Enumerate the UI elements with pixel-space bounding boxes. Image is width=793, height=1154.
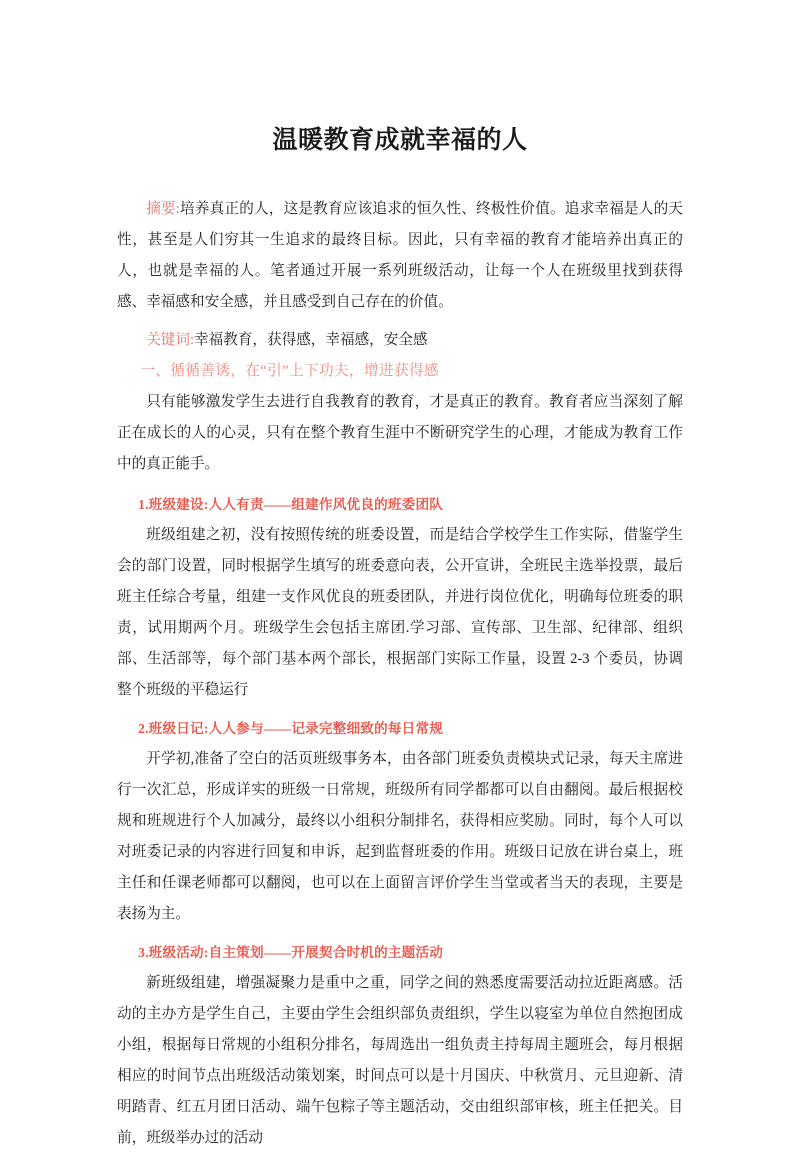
keywords-text: 幸福教育，获得感，幸福感，安全感 [194,332,428,348]
subsection-heading-1-3: 3.班级活动:自主策划——开展契合时机的主题活动 [138,945,444,960]
page-title: 温暖教育成就幸福的人 [272,127,528,154]
subsection-heading-1-1: 1.班级建设:人人有责——组建作风优良的班委团队 [138,497,444,512]
abstract-paragraph [117,194,683,318]
subsection-1-1-body: 班级组建之初，没有按照传统的班委设置，而是结合学校学生工作实际，借鉴学生会的部门设置，同时根据学生填写的班委意向表，公开宣讲，全班民主选举投票，最后班主任综合考量，组建一支作风优良的班委团队，并进行岗位优化，明确每位班委的职责，试用期两个月。班级学生会包括主席团.学习部、宣传部、卫生部、纪律部、组织部、生活部等，每个部门基本两个部长，根据部门实际工作量，设置 2-3 个委员，协调整个班级的平稳运行 [117,527,683,698]
section-heading-1: 一、循循善诱，在“引”上下功夫，增进获得感 [140,363,439,379]
spacer [117,480,683,482]
keywords-label: 关键词: [146,332,195,348]
subsection-heading-1-2: 2.班级日记:人人参与——记录完整细致的每日常规 [138,721,444,736]
abstract-label: 摘要: [146,201,180,217]
section-1-intro-paragraph: 只有能够激发学生去进行自我教育的教育，才是真正的教育。教育者应当深刻了解正在成长的人的心灵，只有在整个教育生涯中不断研究学生的心理，才能成为教育工作中的真正能手。 [117,394,683,472]
subsection-1-2-body: 开学初,准备了空白的活页班级事务本，由各部门班委负责模块式记录，每天主席进行一次汇总，形成详实的班级一日常规，班级所有同学都都可以自由翻阅。最后根据校规和班规进行个人加减分，最终以小组积分制排名，获得相应奖励。同时，每个人可以对班委记录的内容进行回复和申诉，起到监督班委的作用。班级日记放在讲台桌上，班主任和任课老师都可以翻阅，也可以在上面留言评价学生当堂或者当天的表现，主要是表扬为主。 [117,751,683,922]
abstract-text: 培养真正的人，这是教育应该追求的恒久性、终极性价值。追求幸福是人的天性，甚至是人们穷其一生追求的最终目标。因此，只有幸福的教育才能培养出真正的人，也就是幸福的人。笔者通过开展一系列班级活动，让每一个人在班级里找到获得感、幸福感和安全感，并且感受到自己存在的价值。 [117,201,683,310]
keywords-paragraph [117,325,683,356]
document-content-column [117,0,683,1154]
subsection-1-3-body: 新班级组建，增强凝聚力是重中之重，同学之间的熟悉度需要活动拉近距离感。活动的主办方是学生自己，主要由学生会组织部负责组织，学生以寝室为单位自然抱团成小组，根据每日常规的小组积分排名，每周选出一组负责主持每周主题班会，每月根据相应的时间节点出班级活动策划案，时间点可以是十月国庆、中秋赏月、元旦迎新、清明踏青、红五月团日活动、端午包粽子等主题活动，交由组织部审核，班主任把关。目前，班级举办过的活动 [117,975,683,1146]
